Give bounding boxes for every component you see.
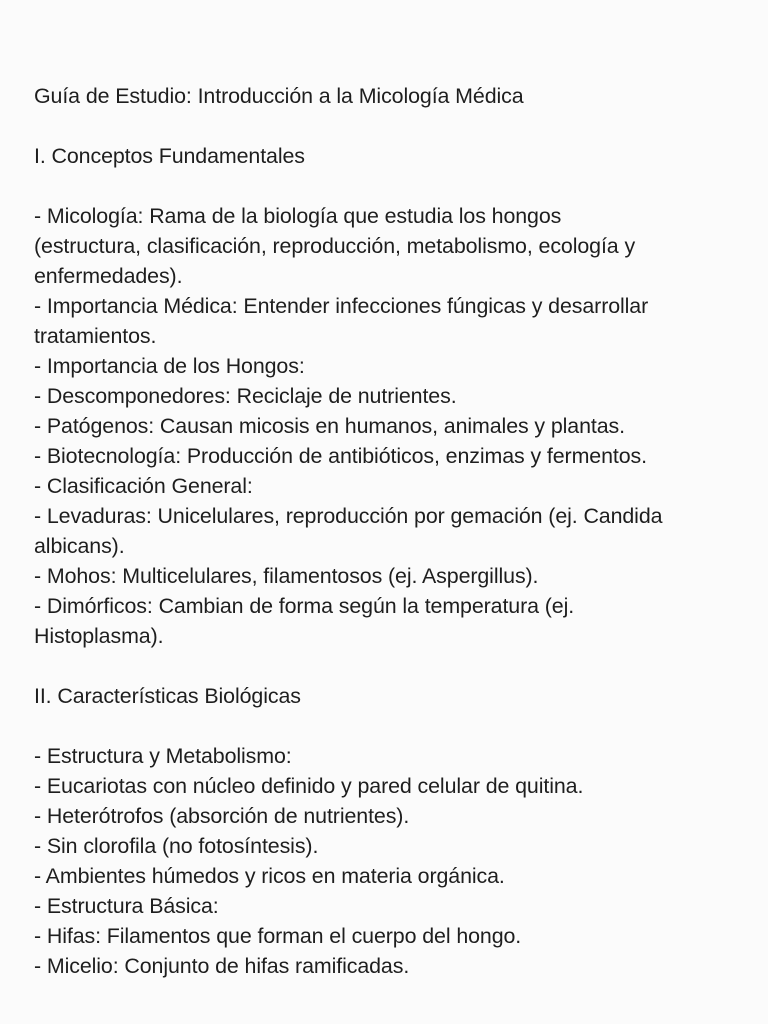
text-line: Histoplasma). [34,624,164,648]
text-line: - Clasificación General: [34,474,253,498]
text-line: - Estructura y Metabolismo: [34,744,292,768]
text-line: - Hifas: Filamentos que forman el cuerpo del hongo. [34,924,522,948]
document-body [34,81,734,981]
document-title: Guía de Estudio: Introducción a la Micología Médica [34,84,524,108]
text-line: - Sin clorofila (no fotosíntesis). [34,834,319,858]
text-line: - Estructura Básica: [34,894,219,918]
section-heading-caracteristicas: II. Características Biológicas [34,684,301,708]
text-line: - Levaduras: Unicelulares, reproducción por gemación (ej. Candida [34,504,663,528]
text-line: - Biotecnología: Producción de antibióticos, enzimas y fermentos. [34,444,647,468]
spacer [34,651,734,681]
text-line: - Heterótrofos (absorción de nutrientes). [34,804,410,828]
section-heading-conceptos: I. Conceptos Fundamentales [34,144,305,168]
text-line: - Descomponedores: Reciclaje de nutrientes. [34,384,457,408]
text-line: - Micología: Rama de la biología que estudia los hongos [34,204,562,228]
text-line: - Ambientes húmedos y ricos en materia orgánica. [34,864,505,888]
spacer [34,711,734,741]
text-line: - Eucariotas con núcleo definido y pared celular de quitina. [34,774,584,798]
text-line: - Importancia de los Hongos: [34,354,305,378]
text-line: albicans). [34,534,125,558]
spacer [34,171,734,201]
text-line: - Patógenos: Causan micosis en humanos, animales y plantas. [34,414,625,438]
spacer [34,111,734,141]
text-line: - Micelio: Conjunto de hifas ramificadas. [34,954,410,978]
text-line: - Importancia Médica: Entender infecciones fúngicas y desarrollar [34,294,649,318]
text-line: tratamientos. [34,324,157,348]
text-line: - Mohos: Multicelulares, filamentosos (ej. Aspergillus). [34,564,539,588]
text-line: - Dimórficos: Cambian de forma según la temperatura (ej. [34,594,575,618]
text-line: enfermedades). [34,264,183,288]
text-line: (estructura, clasificación, reproducción, metabolismo, ecología y [34,234,636,258]
